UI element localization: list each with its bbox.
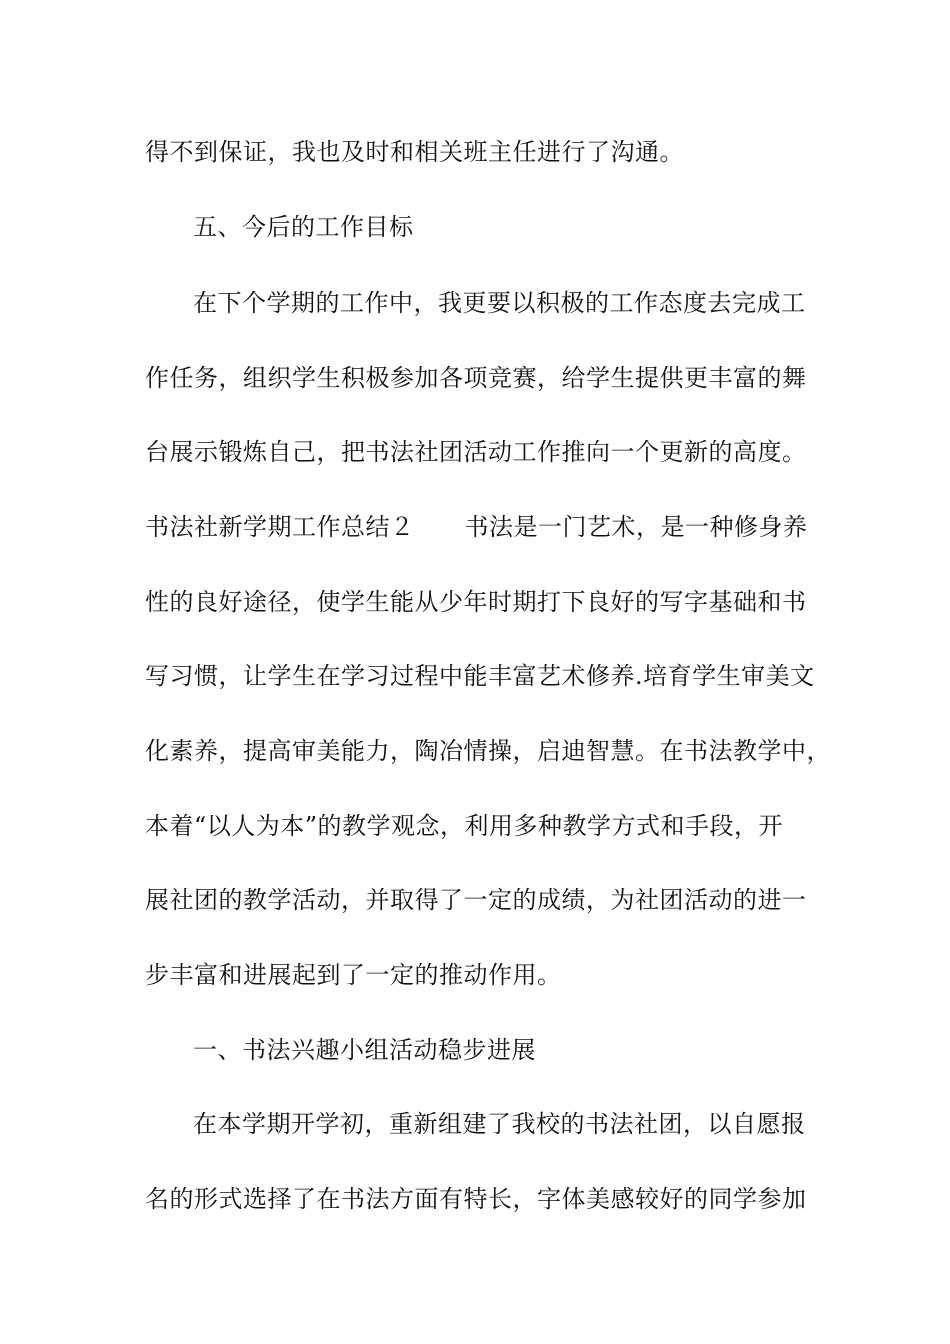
paragraph-line: 步丰富和进展起到了一定的推动作用。 — [145, 961, 562, 989]
paragraph-line: 性的良好途径，使学生能从少年时期打下良好的写字基础和书 — [145, 588, 807, 616]
section-heading: 一、书法兴趣小组活动稳步进展 — [193, 1036, 536, 1064]
section-heading: 五、今后的工作目标 — [193, 213, 414, 241]
paragraph-line: 本着“以人为本”的教学观念，利用多种教学方式和手段，开 — [145, 812, 784, 840]
document-title: 书法社新学期工作总结２ — [145, 513, 415, 541]
paragraph-start: 书法是一门艺术，是一种修身养 — [464, 513, 808, 541]
paragraph-line: 作任务，组织学生积极参加各项竞赛，给学生提供更丰富的舞 — [145, 364, 807, 392]
paragraph-line: 展社团的教学活动，并取得了一定的成绩，为社团活动的进一 — [145, 886, 807, 914]
paragraph-line: 台展示锻炼自己，把书法社团活动工作推向一个更新的高度。 — [145, 438, 807, 466]
paragraph-line: 得不到保证，我也及时和相关班主任进行了沟通。 — [145, 138, 684, 166]
title-and-paragraph-line — [145, 512, 808, 542]
paragraph-line: 在本学期开学初，重新组建了我校的书法社团，以自愿报 — [193, 1110, 806, 1138]
paragraph-line: 写习惯，让学生在学习过程中能丰富艺术修养.培育学生审美文 — [145, 662, 815, 690]
paragraph-line: 名的形式选择了在书法方面有特长，字体美感较好的同学参加 — [145, 1185, 807, 1213]
paragraph-line: 化素养，提高审美能力，陶冶情操，启迪智慧。在书法教学中， — [145, 737, 831, 765]
paragraph-line: 在下个学期的工作中，我更要以积极的工作态度去完成工 — [193, 289, 806, 317]
